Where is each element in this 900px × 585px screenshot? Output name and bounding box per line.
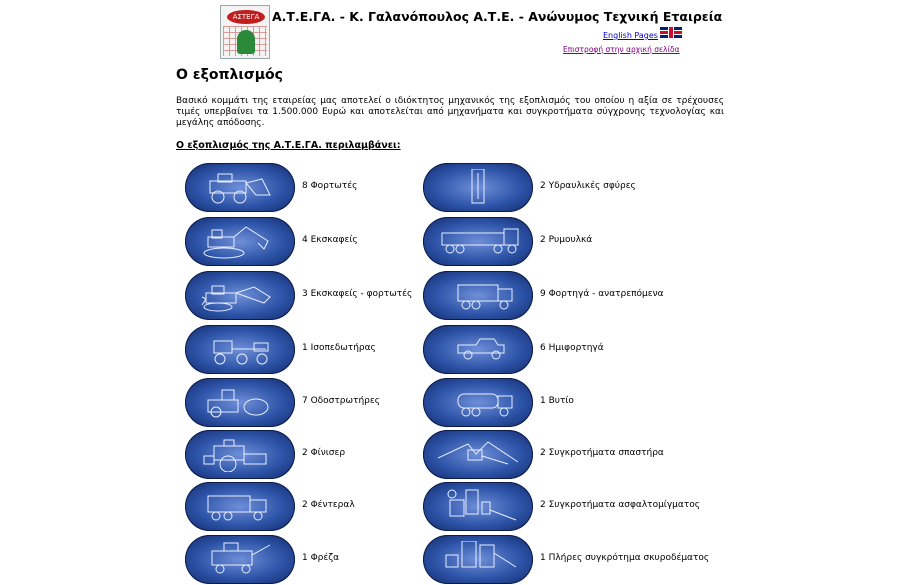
equipment-label: 2 Φένтεραλ [302,500,355,510]
equipment-label: 3 Εκσκαφείς - φορτωτές [302,289,413,299]
equipment-picture [423,430,533,479]
equipment-picture [185,217,295,266]
tow-truck-icon [438,223,520,259]
equipment-label: 4 Εκσκαφείς [302,235,358,245]
fender-truck-icon [200,488,282,524]
asphalt-plant-icon [438,488,520,524]
dump-truck-icon [438,277,520,313]
equipment-picture [423,163,533,212]
backhoe-loader-icon [200,277,282,313]
equipment-label: 1 Ισοπεδωτήρας [302,343,376,353]
crusher-plant-icon [438,436,520,472]
equipment-label: 2 Υδραυλικές σφύρες [540,181,636,191]
road-roller-icon [200,384,282,420]
equipment-label: 1 Βυτίο [540,396,574,406]
equipment-label: 9 Φορτηγά - ανατρεπόμενα [540,289,664,299]
equipment-picture [423,482,533,531]
equipment-picture [185,378,295,427]
equipment-picture [185,535,295,584]
equipment-label: 2 Συγκροτήματα σπαστήρα [540,448,664,458]
grader-icon [200,331,282,367]
equipment-label: 6 Ημιφορτηγά [540,343,604,353]
equipment-label: 1 Φρέζα [302,553,340,563]
equipment-picture [185,430,295,479]
excavator-icon [200,223,282,259]
equipment-picture [423,271,533,320]
equipment-label: 2 Συγκροτήματα ασφαλτομίγματος [540,500,701,510]
equipment-picture [423,325,533,374]
english-pages-link[interactable]: English Pages [603,31,658,40]
hydraulic-hammer-icon [438,169,520,205]
equipment-label: 1 Πλήρες συγκρότημα σκυροδέματος [540,553,710,563]
logo-badge: ΑΣΤΕΓΑ [227,10,265,24]
equipment-label: 2 Φίνισερ [302,448,346,458]
logo-figure [237,30,255,54]
equipment-picture [423,217,533,266]
tanker-icon [438,384,520,420]
concrete-plant-icon [438,541,520,577]
intro-paragraph: Βασικό κομμάτι της εταιρείας μας αποτελεί ο ιδιόκτητος μηχανικός της εξοπλισμός του οποίου η αξία σε τρέχουσες τιμές υπερβαίνει τα 1.500.000 Ευρώ και αποτελείται από μηχανήματα και συγκροτήματα σύγχρονης τεχνολογίας και μεγάλης απόδοσης. [176,96,724,128]
equipment-picture [185,271,295,320]
equipment-label: 2 Ρυμουλκά [540,235,593,245]
equipment-label: 8 Φορτωτές [302,181,358,191]
milling-machine-icon [200,541,282,577]
loader-icon [200,169,282,205]
home-link[interactable]: Επιστροφή στην αρχική σελίδα [563,45,680,54]
company-title: Α.Τ.Ε.ΓΑ. - Κ. Γαλανόπουλος Α.Τ.Ε. - Ανώνυμος Τεχνική Εταιρεία [272,9,723,24]
equipment-heading: Ο εξοπλισμός της Α.Τ.Ε.ΓΑ. περιλαμβάνει: [176,140,401,151]
finisher-icon [200,436,282,472]
equipment-picture [185,325,295,374]
pickup-icon [438,331,520,367]
company-logo [220,5,270,59]
equipment-picture [185,163,295,212]
equipment-picture [185,482,295,531]
uk-flag-icon[interactable] [660,27,682,38]
equipment-label: 7 Οδοστρωτήρες [302,396,381,406]
equipment-picture [423,378,533,427]
page-title: Ο εξοπλισμός [176,67,283,83]
equipment-picture [423,535,533,584]
